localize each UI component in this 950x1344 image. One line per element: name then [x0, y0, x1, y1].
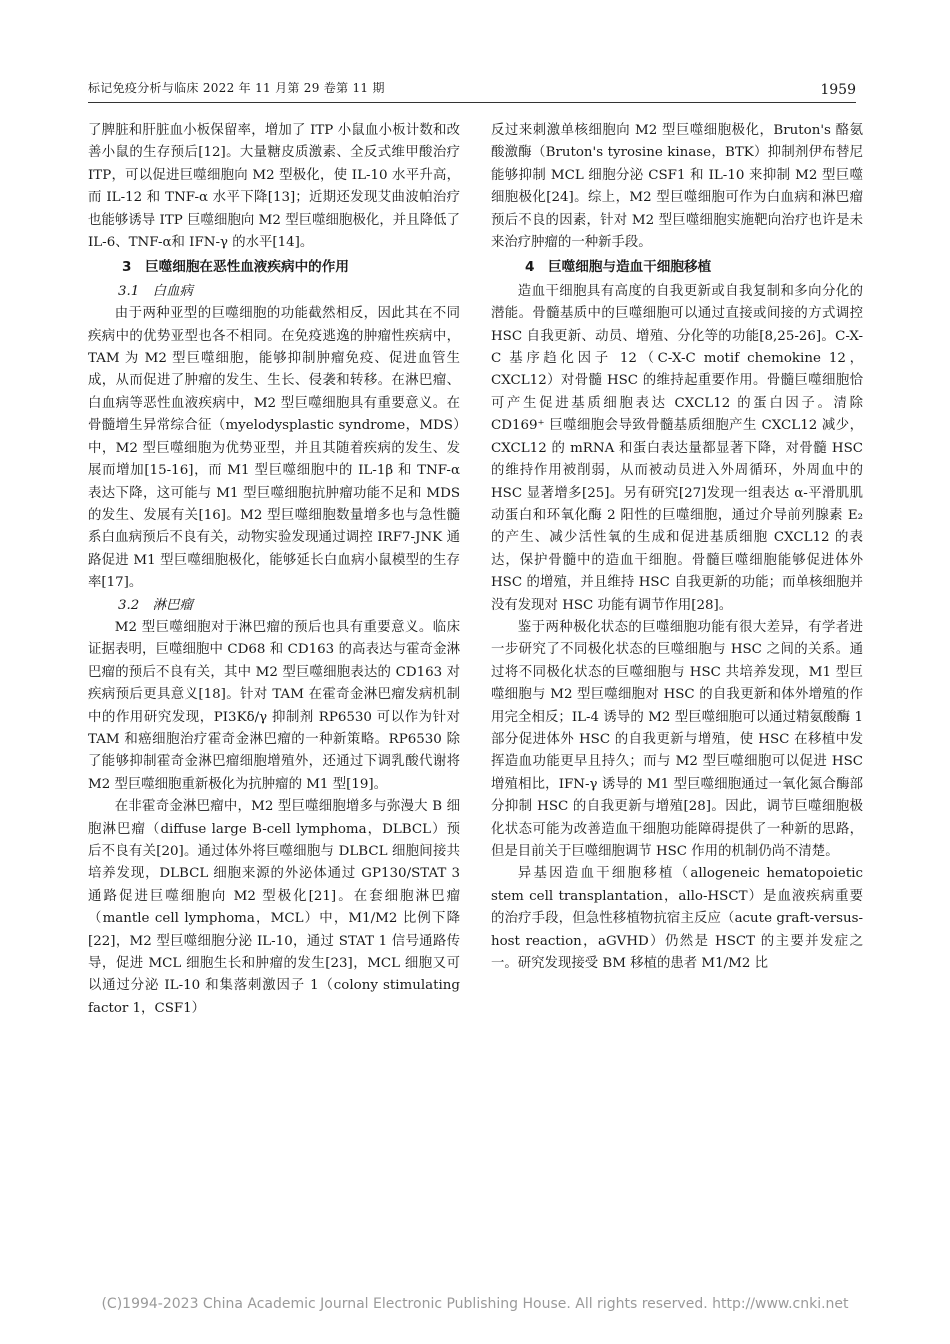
- page-number: 1959: [820, 82, 856, 98]
- left-column: [88, 120, 460, 1020]
- paragraph: 了脾脏和肝脏血小板保留率，增加了 ITP 小鼠血小板计数和改善小鼠的生存预后[12]。大量糖皮质激素、全反式维甲酸治疗 ITP，可以促进巨噬细胞向 M2 型极化，使 IL-10 水平升高，而 IL-12 和 TNF-α 水平下降[13]；近期还发现艾曲波帕治疗也能够诱导 ITP 巨噬细胞向 M2 型巨噬细胞极化，并且降低了 IL-6、TNF-α和 IFN-γ 的水平[14]。: [88, 123, 460, 251]
- paragraph: 鉴于两种极化状态的巨噬细胞功能有很大差异，有学者进一步研究了不同极化状态的巨噬细胞与 HSC 之间的关系。通过将不同极化状态的巨噬细胞与 HSC 共培养发现，M1 型巨噬细胞与 M2 型巨噬细胞对 HSC 的自我更新和体外增殖的作用完全相反；IL-4 诱导的 M2 型巨噬细胞可以通过精氨酸酶 1 部分促进体外 HSC 的自我更新与增殖，使 HSC 在移植中发挥造血功能更早且持久；而与 M2 型巨噬细胞可以促进 HSC 增殖相比，IFN-γ 诱导的 M1 型巨噬细胞通过一氧化氮合酶部分抑制 HSC 的自我更新与增殖[28]。因此，调节巨噬细胞极化状态可能为改善造血干细胞功能障碍提供了一种新的思路，但是目前关于巨噬细胞调节 HSC 作用的机制仍尚不清楚。: [491, 619, 863, 859]
- journal-citation: 标记免疫分析与临床 2022 年 11 月第 29 卷第 11 期: [88, 81, 385, 95]
- running-header: [88, 76, 856, 103]
- paragraph: 由于两种亚型的巨噬细胞的功能截然相反，因此其在不同疾病中的优势亚型也各不相同。在免疫逃逸的肿瘤性疾病中，TAM 为 M2 型巨噬细胞，能够抑制肿瘤免疫、促进血管生成，从而促进了肿瘤的发生、生长、侵袭和转移。在淋巴瘤、白血病等恶性血液疾病中，M2 型巨噬细胞具有重要意义。在骨髓增生异常综合征（myelodysplastic syndrome，MDS）中，M2 型巨噬细胞为优势亚型，并且其随着疾病的发生、发展而增加[15-16]，而 M1 型巨噬细胞中的 IL-1β 和 TNF-α 表达下降，这可能与 M1 型巨噬细胞抗肿瘤功能不足和 MDS 的发生、发展有关[16]。M2 型巨噬细胞数量增多也与急性髓系白血病预后不良有关，动物实验发现通过调控 IRF7-JNK 通路促进 M1 型巨噬细胞极化，能够延长白血病小鼠模型的生存率[17]。: [88, 306, 460, 591]
- section-heading: 3 巨噬细胞在恶性血液疾病中的作用: [122, 259, 349, 276]
- subsection-heading: 3.2 淋巴瘤: [118, 597, 193, 613]
- right-column: [491, 120, 863, 975]
- subsection-heading: 3.1 白血病: [118, 283, 193, 299]
- paragraph: 在非霍奇金淋巴瘤中，M2 型巨噬细胞增多与弥漫大 B 细胞淋巴瘤（diffuse large B-cell lymphoma，DLBCL）预后不良有关[20]。通过体外将巨噬细胞与 DLBCL 细胞间接共培养发现，DLBCL 细胞来源的外泌体通过 GP130/STAT 3 通路促进巨噬细胞向 M2 型极化[21]。在套细胞淋巴瘤（mantle cell lymphoma，MCL）中，M1/M2 比例下降[22]，M2 型巨噬细胞分泌 IL-10，通过 STAT 1 信号通路传导，促进 MCL 细胞生长和肿瘤的发生[23]，MCL 细胞又可以通过分泌 IL-10 和集落刺激因子 1（colony stimulating factor 1，CSF1）: [88, 799, 460, 1016]
- section-heading: 4 巨噬细胞与造血干细胞移植: [525, 259, 712, 276]
- copyright-footer: (C)1994-2023 China Academic Journal Electronic Publishing House. All rights reserved. http://www.cnki.net: [101, 1296, 849, 1312]
- paragraph: 造血干细胞具有高度的自我更新或自我复制和多向分化的潜能。骨髓基质中的巨噬细胞可以通过直接或间接的方式调控 HSC 自我更新、动员、增殖、分化等的功能[8,25-26]。C-X-C 基序趋化因子 12（C-X-C motif chemokine 12，CXCL12）对骨髓 HSC 的维持起重要作用。骨髓巨噬细胞恰可产生促进基质细胞表达 CXCL12 的蛋白因子。清除 CD169⁺ 巨噬细胞会导致骨髓基质细胞产生 CXCL12 减少，CXCL12 的 mRNA 和蛋白表达量都显著下降，对骨髓 HSC 的维持作用被削弱，从而被动员进入外周循环，外周血中的 HSC 显著增多[25]。另有研究[27]发现一组表达 α-平滑肌肌动蛋白和环氧化酶 2 阳性的巨噬细胞，通过介导前列腺素 E₂ 的产生、减少活性氧的生成和促进基质细胞 CXCL12 的表达，保护骨髓中的造血干细胞。骨髓巨噬细胞能够促进体外 HSC 的增殖，并且维持 HSC 自我更新的功能；而单核细胞并没有发现对 HSC 功能有调节作用[28]。: [491, 283, 863, 613]
- paragraph: 异基因造血干细胞移植（allogeneic hematopoietic stem cell transplantation，allo-HSCT）是血液疾病重要的治疗手段，但急性移植物抗宿主反应（acute graft-versus-host reaction，aGVHD）仍然是 HSCT 的主要并发症之一。研究发现接受 BM 移植的患者 M1/M2 比: [491, 866, 863, 972]
- paragraph: 反过来刺激单核细胞向 M2 型巨噬细胞极化，Bruton's 酪氨酸激酶（Bruton's tyrosine kinase，BTK）抑制剂伊布替尼能够抑制 MCL 细胞分泌 CSF1 和 IL-10 来抑制 M2 型巨噬细胞极化[24]。综上，M2 型巨噬细胞可作为白血病和淋巴瘤预后不良的因素，针对 M2 型巨噬细胞实施靶向治疗也许是未来治疗肿瘤的一种新手段。: [491, 123, 863, 251]
- paragraph: M2 型巨噬细胞对于淋巴瘤的预后也具有重要意义。临床证据表明，巨噬细胞中 CD68 和 CD163 的高表达与霍奇金淋巴瘤的预后不良有关，其中 M2 型巨噬细胞表达的 CD163 对疾病预后更具意义[18]。针对 TAM 在霍奇金淋巴瘤发病机制中的作用研究发现，PI3Kδ/γ 抑制剂 RP6530 可以作为针对 TAM 和癌细胞治疗霍奇金淋巴瘤的一种新策略。RP6530 除了能够抑制霍奇金淋巴瘤细胞增殖外，还通过下调乳酸代谢将 M2 型巨噬细胞重新极化为抗肿瘤的 M1 型[19]。: [88, 619, 460, 792]
